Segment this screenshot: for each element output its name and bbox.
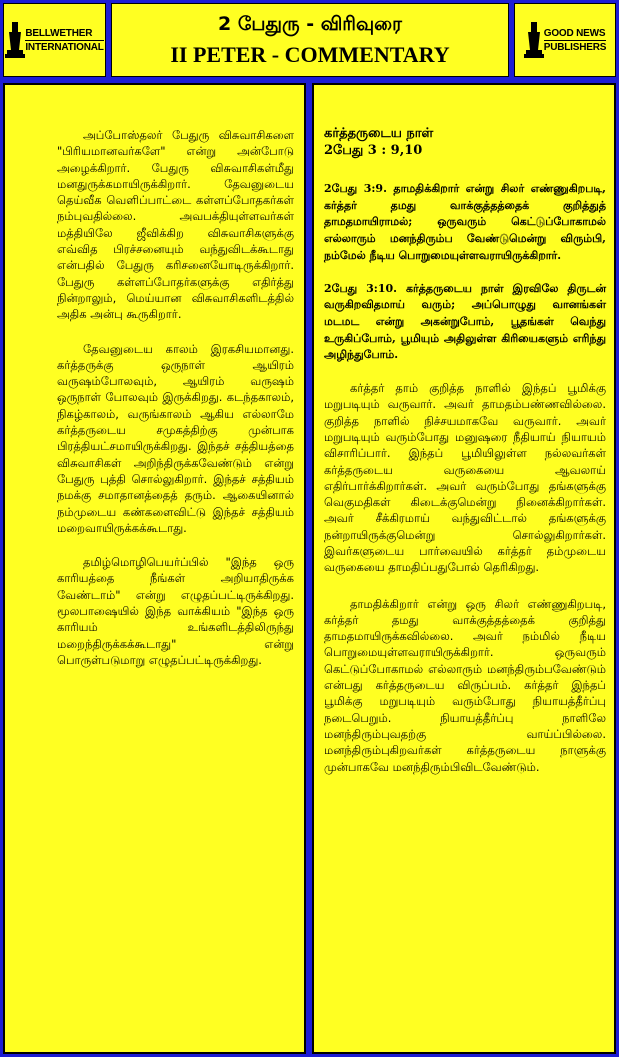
lamp-icon [5,20,25,60]
publisher-name-left-line1: BELLWETHER [25,27,103,41]
publisher-logo-right [514,3,616,77]
commentary-paragraph: அப்போஸ்தலர் பேதுரு விசுவாசிகளை "பிரியமானவர்களே" என்று அன்போடு அழைக்கிறார். பேதுரு விசுவாசிகள்மீது மனதுருக்கமாயிருக்கிறார். தேவனுடைய தெய்வீக வெளிப்பாட்டை கள்ளப்போதகர்கள் நம்புவதில்லை. அவபக்தியுள்ளவர்கள் மத்தியிலே ஜீவிக்கிற விசுவாசிகளுக்கு எவ்வித பிரச்சனையும் வந்துவிடக்கூடாது என்பதில் பேதுரு கரிசனையோடிருக்கிறார். பேதுரு கள்ளப்போதர்களுக்கு எதிர்த்து நின்றாலும், மெய்யான விசுவாசிகளிடத்தில் அதிக அன்பு கூருகிறார். [57,128,294,322]
scripture-verse: 2பேது 3:9. தாமதிக்கிறார் என்று சிலர் எண்ணுகிறபடி, கர்த்தர் தமது வாக்குத்தத்தைக் குறித்துத் தாமதமாயிராமல்; ஒருவரும் கெட்டுப்போகாமல் எல்லாரும் மனந்திரும்ப வேண்டுமென்று விரும்பி, நம்மேல் நீடிய பொறுமையுள்ளவராயிருக்கிறார். [324,182,606,262]
commentary-paragraph: தேவனுடைய காலம் இரகசியமானது. கர்த்தருக்கு ஒருநாள் ஆயிரம் வருஷம்போலவும், ஆயிரம் வருஷம் ஒருநாள் போலவும் இருக்கிறது. கடந்தகாலம், நிகழ்காலம், வருங்காலம் ஆகிய எல்லாமே கர்த்தருடைய சமுகத்திற்கு முன்பாக பிரத்தியட்சமாயிருக்கிறது. இந்தச் சத்தியத்தை விசுவாசிகள் அறிந்திருக்கவேண்டும் என்று பேதுரு புத்தி சொல்லுகிறார். இந்தச் சத்தியம் நமக்கு சமாதானத்தைத் தரும். ஆகையினால் நம்முடைய கண்களைவிட்டு இந்தச் சத்தியம் மறைவாயிருக்கக்கூடாது. [57,341,294,535]
scripture-verse: 2பேது 3:10. கர்த்தருடைய நாள் இரவிலே திருடன் வருகிறவிதமாய் வரும்; அப்பொழுது வானங்கள் மடமட என்று அகன்றுபோம், பூதங்கள் வெந்து உருகிப்போம், பூமியும் அதிலுள்ள கிரியைகளும் எரிந்து அழிந்துபோம். [324,281,606,362]
publisher-logo-left [3,3,106,77]
page-title [111,3,509,77]
section-heading: கர்த்தருடைய நாள் [324,126,434,141]
commentary-paragraph: தமிழ்மொழிபெயர்ப்பில் "இந்த ஒரு காரியத்தை நீங்கள் அறியாதிருக்க வேண்டாம்" என்று எழுதப்பட்டிருக்கிறது. மூலபாஷையில் இந்த வாக்கியம் "இந்த ஒரு காரியம் உங்களிடத்திலிருந்து மறைந்திருக்கக்கூடாது" என்று பொருள்படுமாறு எழுதப்பட்டிருக்கிறது. [57,555,294,667]
lamp-icon [524,20,544,60]
publisher-name-right-line2: PUBLISHERS [543,41,607,53]
section-reference: 2பேது 3 : 9,10 [324,143,423,158]
title-english: II PETER - COMMENTARY [170,42,450,67]
publisher-name-left-line2: INTERNATIONAL [25,41,104,53]
right-column [312,83,616,1054]
publisher-name-right-line1: GOOD NEWS [543,27,606,39]
left-column [3,83,306,1054]
commentary-paragraph: கர்த்தர் தாம் குறித்த நாளில் இந்தப் பூமிக்கு மறுபடியும் வருவார். அவர் தாமதம்பண்ணவில்லை. குறித்த நாளில் நிச்சயமாகவே வருவார். அவர் மறுபடியும் வரும்போது மனுஷரை நீதியாய் நியாயம் விசாரிப்பார். இந்தப் பூமியிலுள்ள நல்லவர்கள் கர்த்தருடைய வருகையை ஆவலாய் எதிர்பார்க்கிறார்கள். அவர் வரும்போது தங்களுக்கு வெகுமதிகள் கிடைக்குமென்று நினைக்கிறார்கள். அவர் சீக்கிரமாய் வந்துவிட்டால் தங்களுக்கு நன்றாயிருக்குமென்று சொல்லுகிறார்கள். இவர்களுடைய பார்வையில் கர்த்தர் தம்முடைய வருகையை தாமதிப்பதுபோல் தெரிகிறது. [324,381,606,575]
publisher-name-left [25,27,103,54]
commentary-paragraph: தாமதிக்கிறார் என்று ஒரு சிலர் எண்ணுகிறபடி, கர்த்தர் தமது வாக்குத்தத்தைக் குறித்து தாமதமாயிருக்கவில்லை. அவர் நம்மில் நீடிய பொறுமையுள்ளவராயிருக்கிறார். ஒருவரும் கெட்டுப்போகாமல் எல்லாரும் மனந்திரும்பவேண்டும் என்பது கர்த்தருடைய விருப்பம். கர்த்தர் இந்தப் பூமிக்கு மறுபடியும் வரும்போது நியாயத்தீர்ப்பு நடைபெறும். நியாயத்தீர்ப்பு நாளிலே மனந்திரும்புவதற்கு வாய்ப்பில்லை. மனந்திரும்புகிறவர்கள் கர்த்தருடைய நாளுக்கு முன்பாகவே மனந்திரும்பிவிடவேண்டும். [324,596,606,774]
title-tamil: 2 பேதுரு - விரிவுரை [218,13,402,35]
publisher-name-right [544,27,606,54]
